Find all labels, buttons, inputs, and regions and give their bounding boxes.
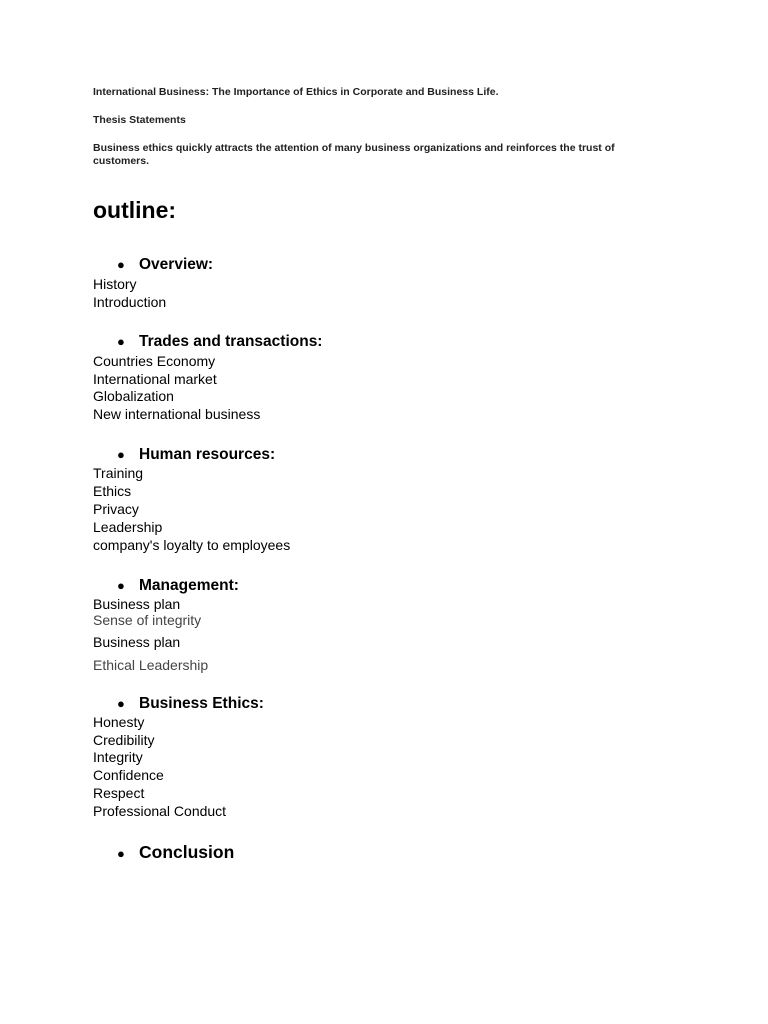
list-item: New international business [93,406,261,422]
list-item: Honesty [93,714,145,730]
list-item: Integrity [93,749,143,765]
section-title-text: Human resources: [139,446,276,463]
list-item: Globalization [93,388,174,404]
section-title-management [117,577,239,595]
list-item: History [93,276,137,292]
thesis-label: Thesis Statements [93,114,186,126]
list-item: Credibility [93,732,155,748]
list-item: Leadership [93,519,163,535]
list-item: Respect [93,785,145,801]
section-title-text: Business Ethics: [139,695,264,712]
list-item: Business plan [93,596,181,612]
document-title: International Business: The Importance of Ethics in Corporate and Business Life. [93,86,499,98]
thesis-text: Business ethics quickly attracts the attention of many business organizations and reinforces the trust of customers. [93,142,615,167]
section-title-business-ethics [117,695,264,713]
section-title-conclusion [117,842,234,863]
bullet-icon: ● [117,578,125,593]
bullet-icon: ● [117,334,125,349]
list-item: Training [93,465,144,481]
list-item: Ethical Leadership [93,657,209,673]
list-item: Ethics [93,483,132,499]
list-item: International market [93,371,217,387]
section-title-overview [117,256,213,274]
outline-heading: outline: [93,197,177,223]
list-item: Privacy [93,501,139,517]
list-item: Sense of integrity [93,612,202,628]
list-item: Introduction [93,294,167,310]
list-item: Countries Economy [93,353,216,369]
list-item: company's loyalty to employees [93,537,291,553]
list-item: Confidence [93,767,164,783]
bullet-icon: ● [117,257,125,272]
section-title-text: Management: [139,577,239,594]
list-item: Business plan [93,634,181,650]
list-item: Professional Conduct [93,803,227,819]
bullet-icon: ● [117,846,125,861]
section-title-text: Overview: [139,256,214,273]
section-title-text: Trades and transactions: [139,333,323,350]
bullet-icon: ● [117,696,125,711]
section-title-human-resources [117,446,275,464]
bullet-icon: ● [117,447,125,462]
section-title-text: Conclusion [139,842,235,862]
section-title-trades [117,333,322,351]
